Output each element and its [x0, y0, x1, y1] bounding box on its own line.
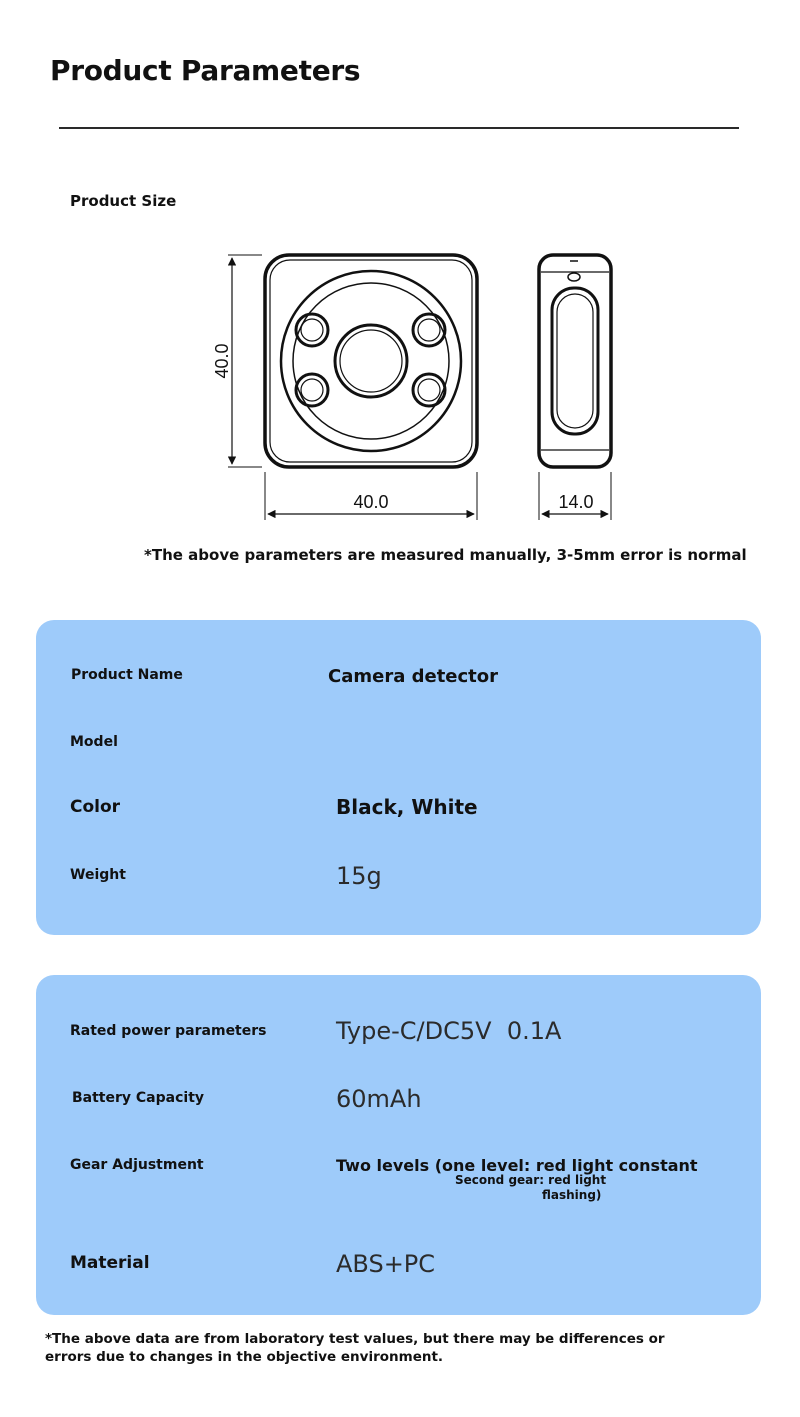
technical-specs-card [36, 975, 761, 1315]
front-view [265, 255, 477, 467]
spec-label-material: Material [70, 1253, 150, 1273]
height-dimension [212, 255, 262, 467]
spec-label-battery: Battery Capacity [72, 1090, 205, 1106]
footer-disclaimer: *The above data are from laboratory test values, but there may be differences or errors due to changes in the objective environment. [45, 1331, 665, 1365]
height-label: 40.0 [212, 343, 232, 379]
spec-value-gear: Two levels (one level: red light constant [336, 1156, 698, 1175]
dimension-diagram [200, 240, 640, 530]
spec-label-weight: Weight [70, 867, 126, 883]
spec-value-rated-power: Type-C/DC5V 0.1A [336, 1017, 562, 1045]
spec-value-weight: 15g [336, 862, 382, 890]
measurement-note: *The above parameters are measured manually, 3-5mm error is normal [144, 546, 747, 564]
side-button-icon [568, 261, 580, 281]
side-view [539, 255, 611, 467]
led-top-left [296, 314, 328, 346]
spec-value-material: ABS+PC [336, 1250, 436, 1278]
spec-label-color: Color [70, 797, 121, 817]
spec-label-model: Model [70, 734, 118, 750]
spec-value-battery: 60mAh [336, 1085, 422, 1113]
spec-label-product-name: Product Name [71, 667, 183, 683]
title-divider [59, 127, 739, 129]
width-label: 40.0 [353, 492, 389, 512]
spec-value-color: Black, White [336, 795, 478, 819]
led-bottom-right [413, 374, 445, 406]
thickness-dimension [539, 472, 611, 520]
width-dimension [265, 472, 477, 520]
spec-value-gear-line3: flashing) [542, 1188, 602, 1202]
spec-label-gear: Gear Adjustment [70, 1157, 204, 1173]
page-title: Product Parameters [50, 54, 361, 87]
thickness-label: 14.0 [558, 492, 594, 512]
led-bottom-left [296, 374, 328, 406]
basic-specs-card [36, 620, 761, 935]
spec-value-product-name: Camera detector [328, 666, 499, 687]
product-size-heading: Product Size [70, 192, 177, 210]
led-top-right [413, 314, 445, 346]
spec-value-gear-line2: Second gear: red light [455, 1173, 607, 1187]
spec-label-rated-power: Rated power parameters [70, 1023, 267, 1039]
